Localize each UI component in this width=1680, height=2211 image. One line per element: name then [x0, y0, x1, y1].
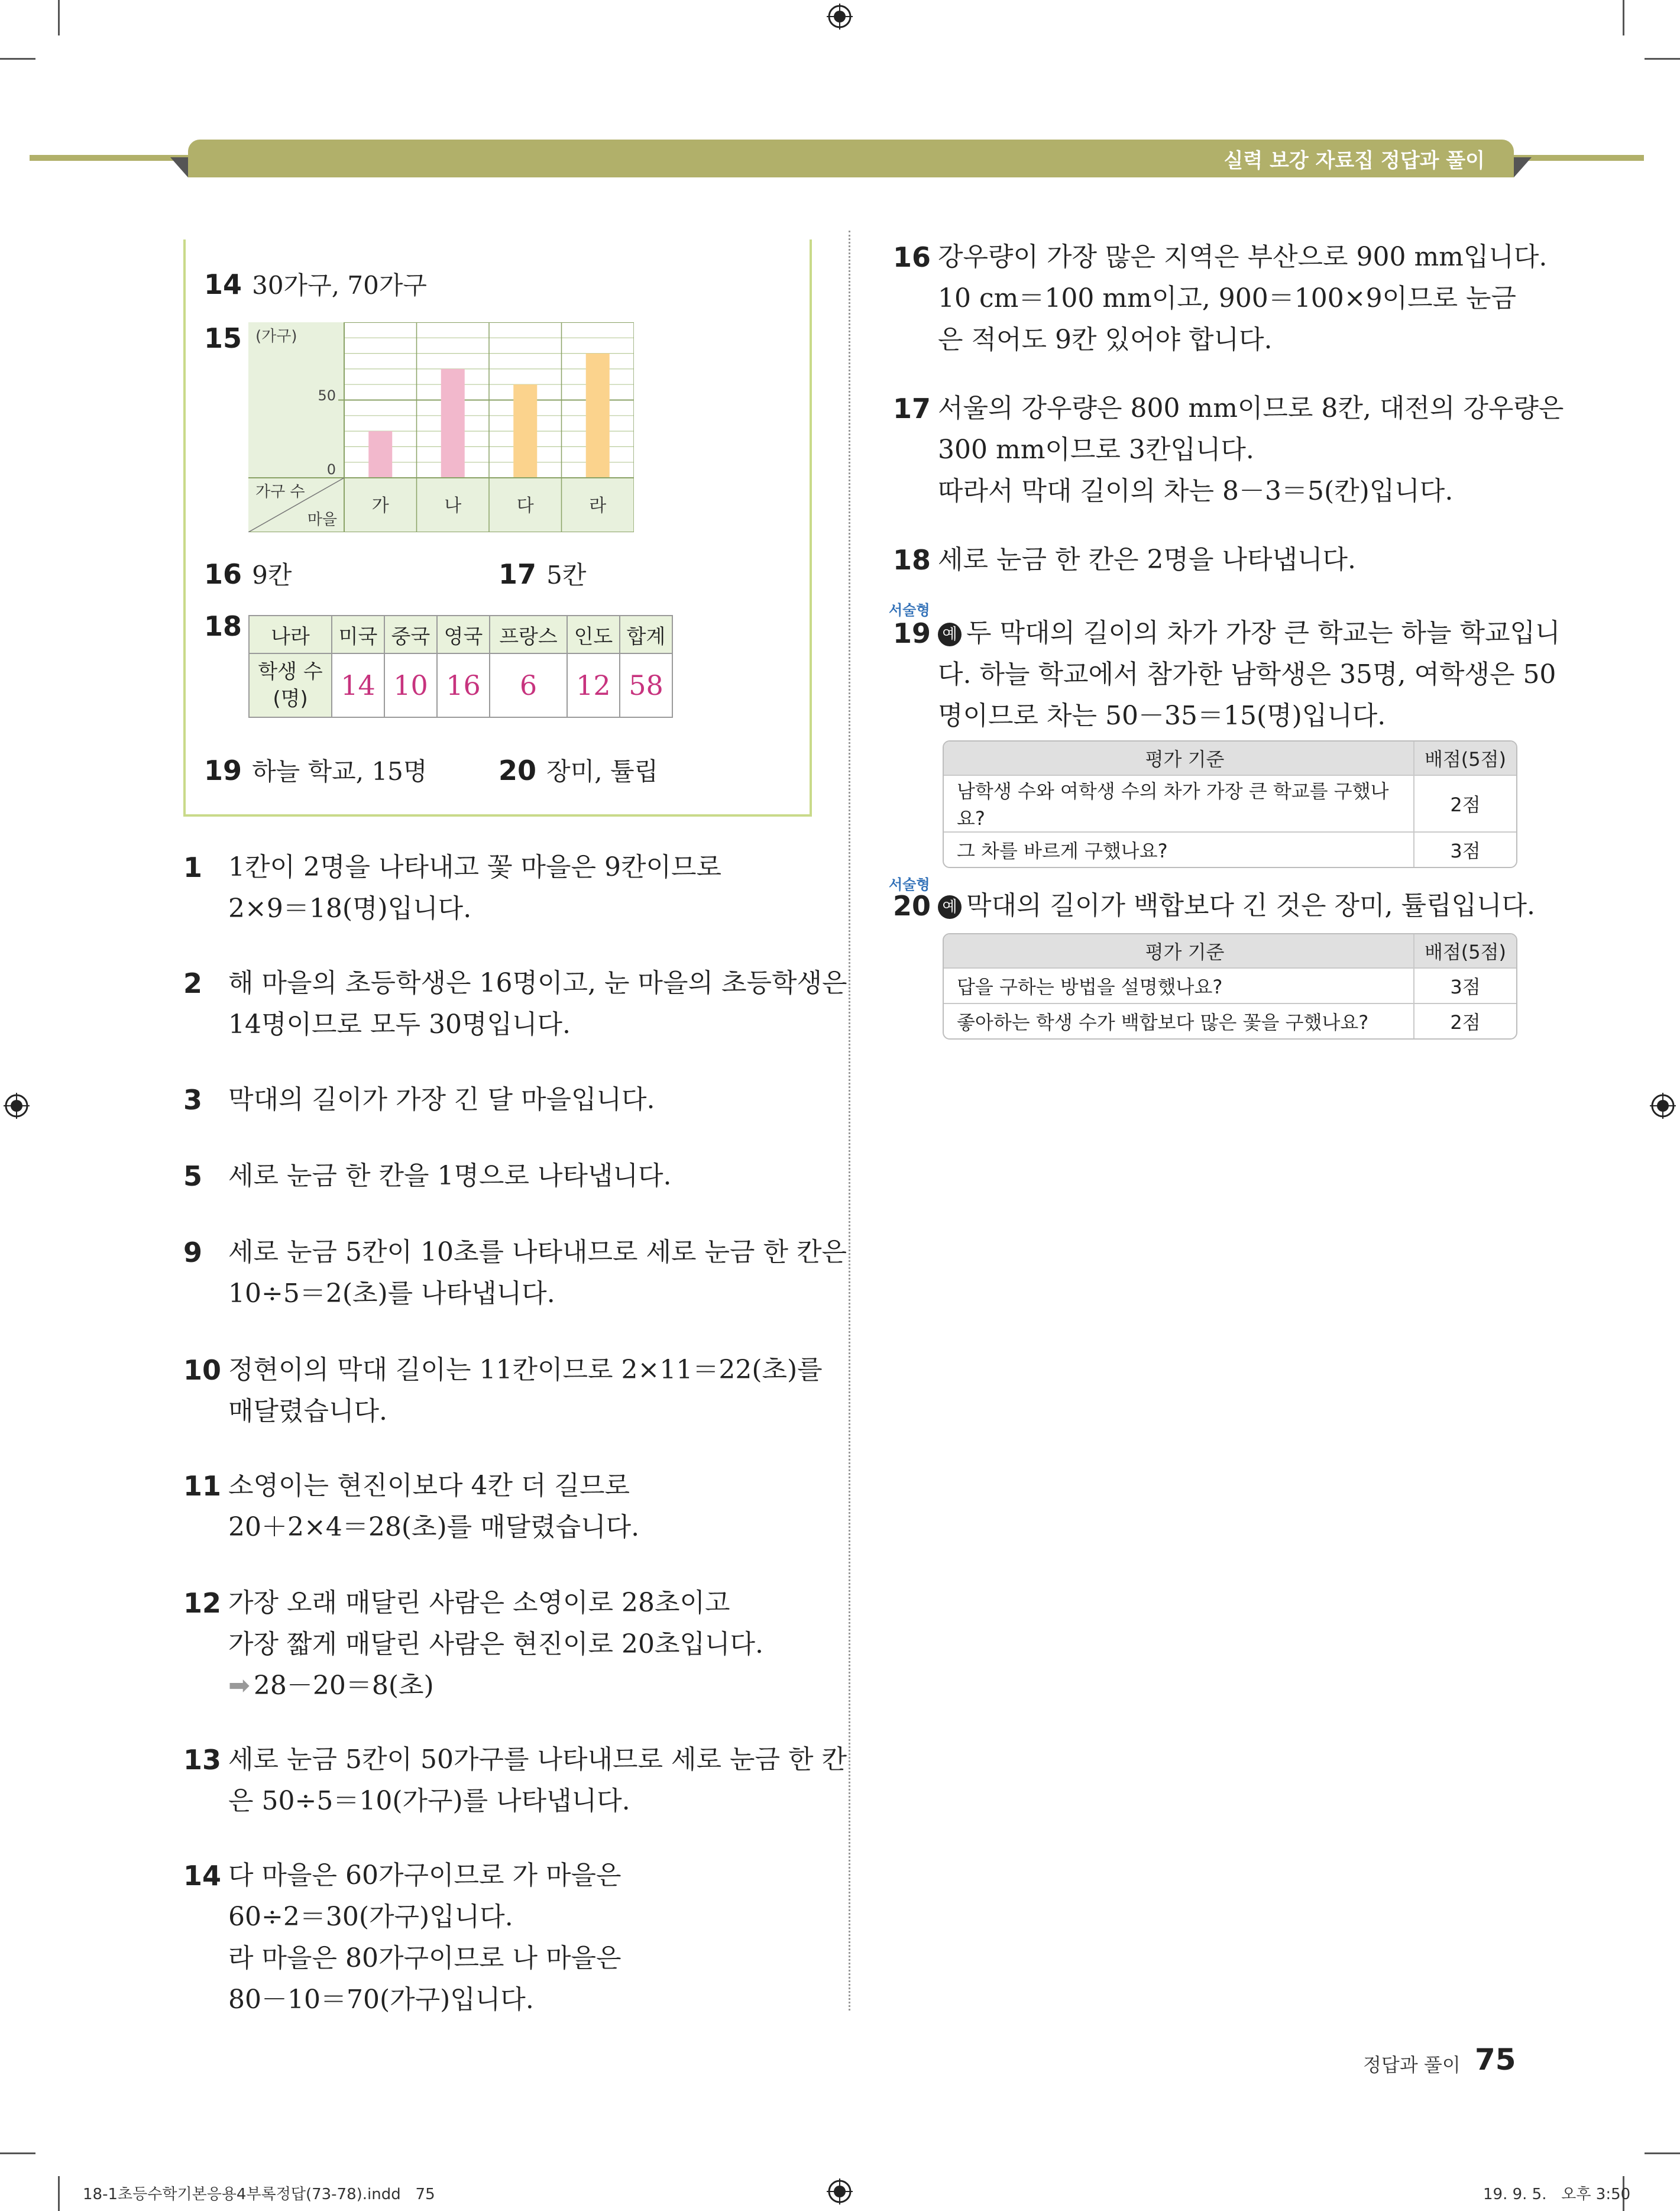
table-header-cell: 합계	[620, 616, 672, 653]
criteria-table-19	[943, 740, 1517, 868]
solution-line: 10 cm＝100 mm이고, 900＝100×9이므로 눈금	[938, 283, 1517, 313]
solution-line: 라 마을은 80가구이므로 나 마을은	[228, 1943, 621, 1973]
header-rule-right	[1514, 155, 1644, 161]
table-header-cell: 프랑스	[490, 616, 567, 653]
criteria-header	[944, 934, 1516, 968]
solution-number: 17	[893, 393, 931, 425]
table-header-cell: 미국	[332, 616, 384, 653]
table-cell: 16	[437, 653, 490, 717]
solution-line: 다 마을은 60가구이므로 가 마을은	[228, 1860, 621, 1890]
criteria-text: 답을 구하는 방법을 설명했나요?	[944, 968, 1414, 1003]
answer-text: 5칸	[546, 561, 587, 590]
answer-number: 16	[204, 558, 242, 590]
registration-mark-icon	[4, 1093, 30, 1119]
solution-line: 60÷2＝30(가구)입니다.	[228, 1902, 513, 1932]
solution-number: 10	[183, 1354, 222, 1386]
solution-line: 가장 오래 매달린 사람은 소영이로 28초이고	[228, 1588, 730, 1618]
table-row-label	[249, 653, 332, 717]
solution-9	[183, 1232, 847, 1315]
footer-date: 19. 9. 5. 오후 3:50	[1483, 2186, 1631, 2203]
crop-mark	[58, 2176, 60, 2211]
answer-text: 30가구, 70가구	[252, 271, 427, 300]
row-label-line: 학생 수	[258, 660, 323, 684]
bar-다	[513, 384, 537, 478]
criteria-header-score: 배점(5점)	[1414, 934, 1516, 968]
solution-line: 2×9＝18(명)입니다.	[228, 894, 472, 924]
solution-line: 세로 눈금 5칸이 50가구를 나타내므로 세로 눈금 한 칸	[228, 1744, 847, 1775]
solution-line: 10÷5＝2(초)를 나타냅니다.	[228, 1278, 555, 1309]
solution-line: 소영이는 현진이보다 4칸 더 길므로	[228, 1471, 630, 1501]
solution-number: 11	[183, 1470, 222, 1502]
table-header-cell: 영국	[437, 616, 490, 653]
footer-filename: 18-1초등수학기본응용4부록정답(73-78).indd 75	[83, 2186, 435, 2203]
answer-number: 17	[499, 558, 537, 590]
solution-line: 서울의 강우량은 800 mm이므로 8칸, 대전의 강우량은	[938, 393, 1564, 423]
criteria-row	[944, 832, 1516, 867]
solution-line: 세로 눈금 한 칸은 2명을 나타냅니다.	[938, 545, 1356, 575]
page-section-title: 실력 보강 자료집 정답과 풀이	[1223, 149, 1485, 173]
solution-line: 가장 짧게 매달린 사람은 현진이로 20초입니다.	[228, 1629, 763, 1659]
table-cell: 58	[620, 653, 672, 717]
solution-2	[183, 963, 847, 1045]
criteria-row	[944, 1003, 1516, 1038]
descriptive-tag: 서술형	[889, 602, 930, 619]
criteria-header-label: 평가 기준	[944, 742, 1414, 775]
solution-line	[938, 613, 1561, 654]
criteria-text: 남학생 수와 여학생 수의 차가 가장 큰 학교를 구했나요?	[944, 775, 1414, 832]
solution-number: 14	[183, 1860, 222, 1892]
answer-number: 19	[204, 755, 242, 786]
crop-mark	[1645, 2152, 1680, 2154]
solution-12	[183, 1582, 810, 1707]
answer-text: 장미, 튤립	[546, 757, 659, 786]
y-tick-50: 50	[318, 387, 336, 404]
solution-line-text: 막대의 길이가 백합보다 긴 것은 장미, 튤립입니다.	[966, 891, 1535, 921]
x-tick-label: 라	[589, 496, 607, 516]
answer-number: 15	[204, 322, 242, 354]
table-row	[249, 653, 672, 717]
bar-나	[441, 369, 465, 478]
table-header-row	[249, 616, 672, 653]
solution-r17	[893, 388, 1564, 512]
table-cell: 14	[332, 653, 384, 717]
example-icon: 예	[938, 895, 962, 919]
answer-14	[204, 265, 427, 306]
solution-number: 20	[893, 890, 931, 922]
answer-20	[499, 751, 658, 792]
registration-mark-icon	[827, 2178, 853, 2204]
solution-number: 3	[183, 1084, 203, 1116]
solution-r19	[893, 613, 1561, 737]
criteria-text: 그 차를 바르게 구했나요?	[944, 832, 1414, 867]
crop-mark	[58, 0, 60, 35]
criteria-header	[944, 742, 1516, 775]
table-header-cell: 중국	[384, 616, 437, 653]
solution-line	[938, 885, 1535, 927]
solution-3	[183, 1079, 810, 1121]
table-cell: 10	[384, 653, 437, 717]
solution-14	[183, 1855, 810, 2021]
y-tick-0: 0	[326, 461, 336, 478]
solution-r16	[893, 237, 1548, 361]
criteria-text: 좋아하는 학생 수가 백합보다 많은 꽃을 구했나요?	[944, 1003, 1414, 1038]
criteria-row	[944, 968, 1516, 1003]
solution-line: 다. 하늘 학교에서 참가한 남학생은 35명, 여학생은 50	[938, 659, 1556, 689]
solution-line: 막대의 길이가 가장 긴 달 마을입니다.	[228, 1085, 655, 1115]
table-cell: 12	[567, 653, 620, 717]
solution-r20	[893, 885, 1535, 927]
solution-number: 19	[893, 617, 931, 649]
answer-text: 하늘 학교, 15명	[252, 757, 428, 786]
criteria-row	[944, 775, 1516, 832]
row-label-line: (명)	[273, 687, 308, 711]
answer-number: 14	[204, 268, 242, 300]
solution-result	[228, 1665, 810, 1707]
solution-line-text: 두 막대의 길이의 차가 가장 큰 학교는 하늘 학교입니	[966, 618, 1561, 648]
table-cell: 6	[490, 653, 567, 717]
footer-section-label: 정답과 풀이	[1363, 2054, 1461, 2076]
solution-line: 세로 눈금 5칸이 10초를 나타내므로 세로 눈금 한 칸은	[228, 1237, 847, 1267]
solution-number: 5	[183, 1160, 203, 1192]
registration-mark-icon	[827, 4, 853, 30]
solution-line: 강우량이 가장 많은 지역은 부산으로 900 mm입니다.	[938, 242, 1548, 272]
solution-line: 80－10＝70(가구)입니다.	[228, 1985, 534, 2015]
answer-17	[499, 555, 586, 596]
student-count-table	[248, 615, 673, 718]
example-icon: 예	[938, 623, 962, 646]
criteria-header-label: 평가 기준	[944, 934, 1414, 968]
bar-chart	[248, 322, 634, 532]
answer-text: 9칸	[252, 561, 292, 590]
criteria-score: 3점	[1414, 832, 1516, 867]
criteria-score: 3점	[1414, 968, 1516, 1003]
arrow-right-icon: ➡	[228, 1671, 250, 1701]
criteria-table-20	[943, 933, 1517, 1040]
crop-mark	[1645, 58, 1680, 60]
header-corner-right	[1514, 157, 1532, 177]
answer-number: 18	[204, 610, 242, 642]
result-text: 28－20＝8(초)	[253, 1671, 434, 1701]
header-rule-left	[30, 155, 188, 161]
solution-number: 18	[893, 544, 931, 576]
solution-line: 14명이므로 모두 30명입니다.	[228, 1009, 571, 1040]
header-corner-left	[170, 157, 188, 177]
solution-number: 2	[183, 967, 203, 999]
solution-number: 9	[183, 1236, 203, 1268]
table-header-cell: 인도	[567, 616, 620, 653]
solution-line: 세로 눈금 한 칸을 1명으로 나타냅니다.	[228, 1161, 672, 1191]
solution-line: 매달렸습니다.	[228, 1396, 388, 1426]
crop-mark	[0, 2152, 35, 2154]
criteria-score: 2점	[1414, 775, 1516, 832]
solution-number: 12	[183, 1587, 222, 1619]
solution-line: 은 적어도 9칸 있어야 합니다.	[938, 325, 1273, 355]
answer-19	[204, 751, 427, 792]
solution-line: 정현이의 막대 길이는 11칸이므로 2×11＝22(초)를	[228, 1355, 823, 1385]
solution-line: 명이므로 차는 50－35＝15(명)입니다.	[938, 701, 1386, 731]
solution-1	[183, 847, 810, 930]
solution-r18	[893, 539, 1520, 581]
solution-13	[183, 1739, 847, 1822]
solution-10	[183, 1349, 823, 1432]
criteria-header-score: 배점(5점)	[1414, 742, 1516, 775]
table-header-cell: 나라	[249, 616, 332, 653]
solution-line: 따라서 막대 길이의 차는 8－3＝5(칸)입니다.	[938, 476, 1454, 506]
crop-mark	[1623, 0, 1624, 35]
solution-line: 20＋2×4＝28(초)를 매달렸습니다.	[228, 1512, 640, 1542]
criteria-score: 2점	[1414, 1003, 1516, 1038]
solution-line: 은 50÷5＝10(가구)를 나타냅니다.	[228, 1786, 630, 1816]
chart-unit-label: (가구)	[255, 328, 297, 345]
x-axis-label: 마을	[307, 511, 337, 529]
x-tick-label: 다	[516, 496, 534, 516]
y-axis-label: 가구 수	[255, 483, 305, 501]
descriptive-tag: 서술형	[889, 876, 930, 893]
x-tick-label: 가	[371, 496, 389, 516]
x-tick-label: 나	[444, 496, 462, 516]
crop-mark	[0, 58, 35, 60]
solution-5	[183, 1155, 810, 1197]
solution-number: 1	[183, 852, 203, 883]
bar-가	[368, 431, 392, 478]
column-divider	[849, 231, 850, 2011]
solution-number: 16	[893, 241, 931, 273]
registration-mark-icon	[1650, 1093, 1676, 1119]
solution-number: 13	[183, 1744, 222, 1776]
answer-16	[204, 555, 292, 596]
answer-number: 20	[499, 755, 537, 786]
solution-line: 1칸이 2명을 나타내고 꽃 마을은 9칸이므로	[228, 852, 721, 882]
bar-라	[586, 354, 610, 478]
solution-line: 해 마을의 초등학생은 16명이고, 눈 마을의 초등학생은	[228, 968, 847, 998]
solution-11	[183, 1465, 810, 1548]
solution-line: 300 mm이므로 3칸입니다.	[938, 435, 1254, 465]
page-number: 75	[1475, 2042, 1516, 2077]
